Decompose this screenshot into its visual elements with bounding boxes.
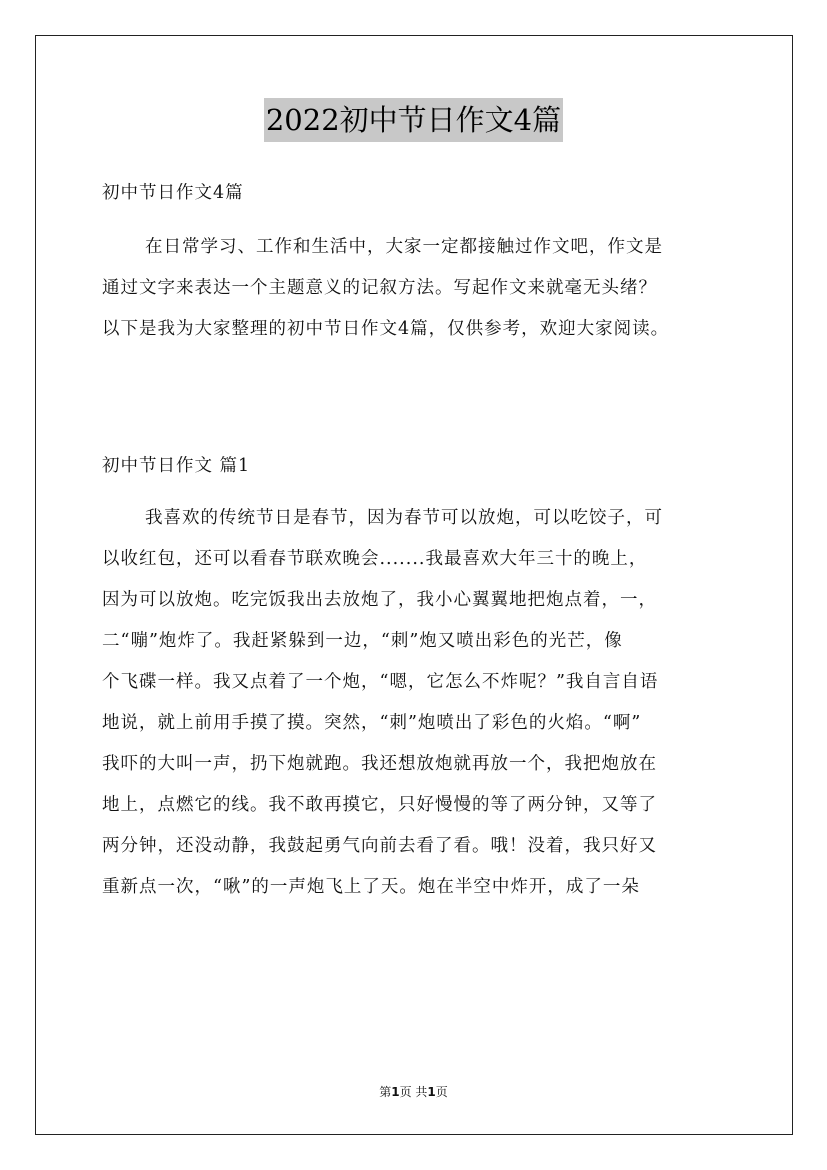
section1-paragraph (102, 498, 732, 908)
paragraph-line: 两分钟，还没动静，我鼓起勇气向前去看了看。哦！没着，我只好又 (102, 836, 657, 856)
footer-page-suffix: 页 共 (399, 1085, 428, 1099)
paragraph-line: 以收红包，还可以看春节联欢晚会.......我最喜欢大年三十的晚上， (102, 549, 648, 569)
footer-total-pages: 1 (427, 1085, 436, 1099)
paragraph-line: 二“嘣”炮炸了。我赶紧躲到一边，“刺”炮又喷出彩色的光芒，像 (102, 631, 623, 651)
document-title: 2022初中节日作文4篇 (264, 98, 563, 142)
paragraph-line: 通过文字来表达一个主题意义的记叙方法。写起作文来就毫无头绪？ (102, 278, 657, 298)
section-heading-block (102, 451, 732, 481)
footer-prefix: 第 (379, 1085, 392, 1099)
paragraph-line: 以下是我为大家整理的初中节日作文4篇，仅供参考，欢迎大家阅读。 (102, 319, 670, 339)
subtitle-block (102, 178, 732, 208)
footer-total-suffix: 页 (435, 1085, 448, 1099)
paragraph-line: 重新点一次，“啾”的一声炮飞上了天。炮在半空中炸开，成了一朵 (102, 877, 640, 897)
paragraph-line: 我喜欢的传统节日是春节，因为春节可以放炮，可以吃饺子，可 (145, 508, 663, 528)
paragraph-line: 在日常学习、工作和生活中，大家一定都接触过作文吧，作文是 (145, 237, 663, 257)
section-heading: 初中节日作文 篇1 (102, 456, 251, 476)
page-footer (0, 1083, 827, 1100)
title-container (0, 98, 827, 142)
paragraph-line: 个飞碟一样。我又点着了一个炮，“嗯，它怎么不炸呢？”我自言自语 (102, 672, 659, 692)
paragraph-line: 地说，就上前用手摸了摸。突然，“刺”炮喷出了彩色的火焰。“啊” (102, 713, 642, 733)
paragraph-line: 因为可以放炮。吃完饭我出去放炮了，我小心翼翼地把炮点着，一， (102, 590, 657, 610)
document-subtitle: 初中节日作文4篇 (102, 183, 244, 203)
intro-paragraph (102, 227, 732, 350)
paragraph-line: 地上，点燃它的线。我不敢再摸它，只好慢慢的等了两分钟，又等了 (102, 795, 657, 815)
paragraph-line: 我吓的大叫一声，扔下炮就跑。我还想放炮就再放一个，我把炮放在 (102, 754, 657, 774)
footer-page-number: 1 (391, 1085, 400, 1099)
